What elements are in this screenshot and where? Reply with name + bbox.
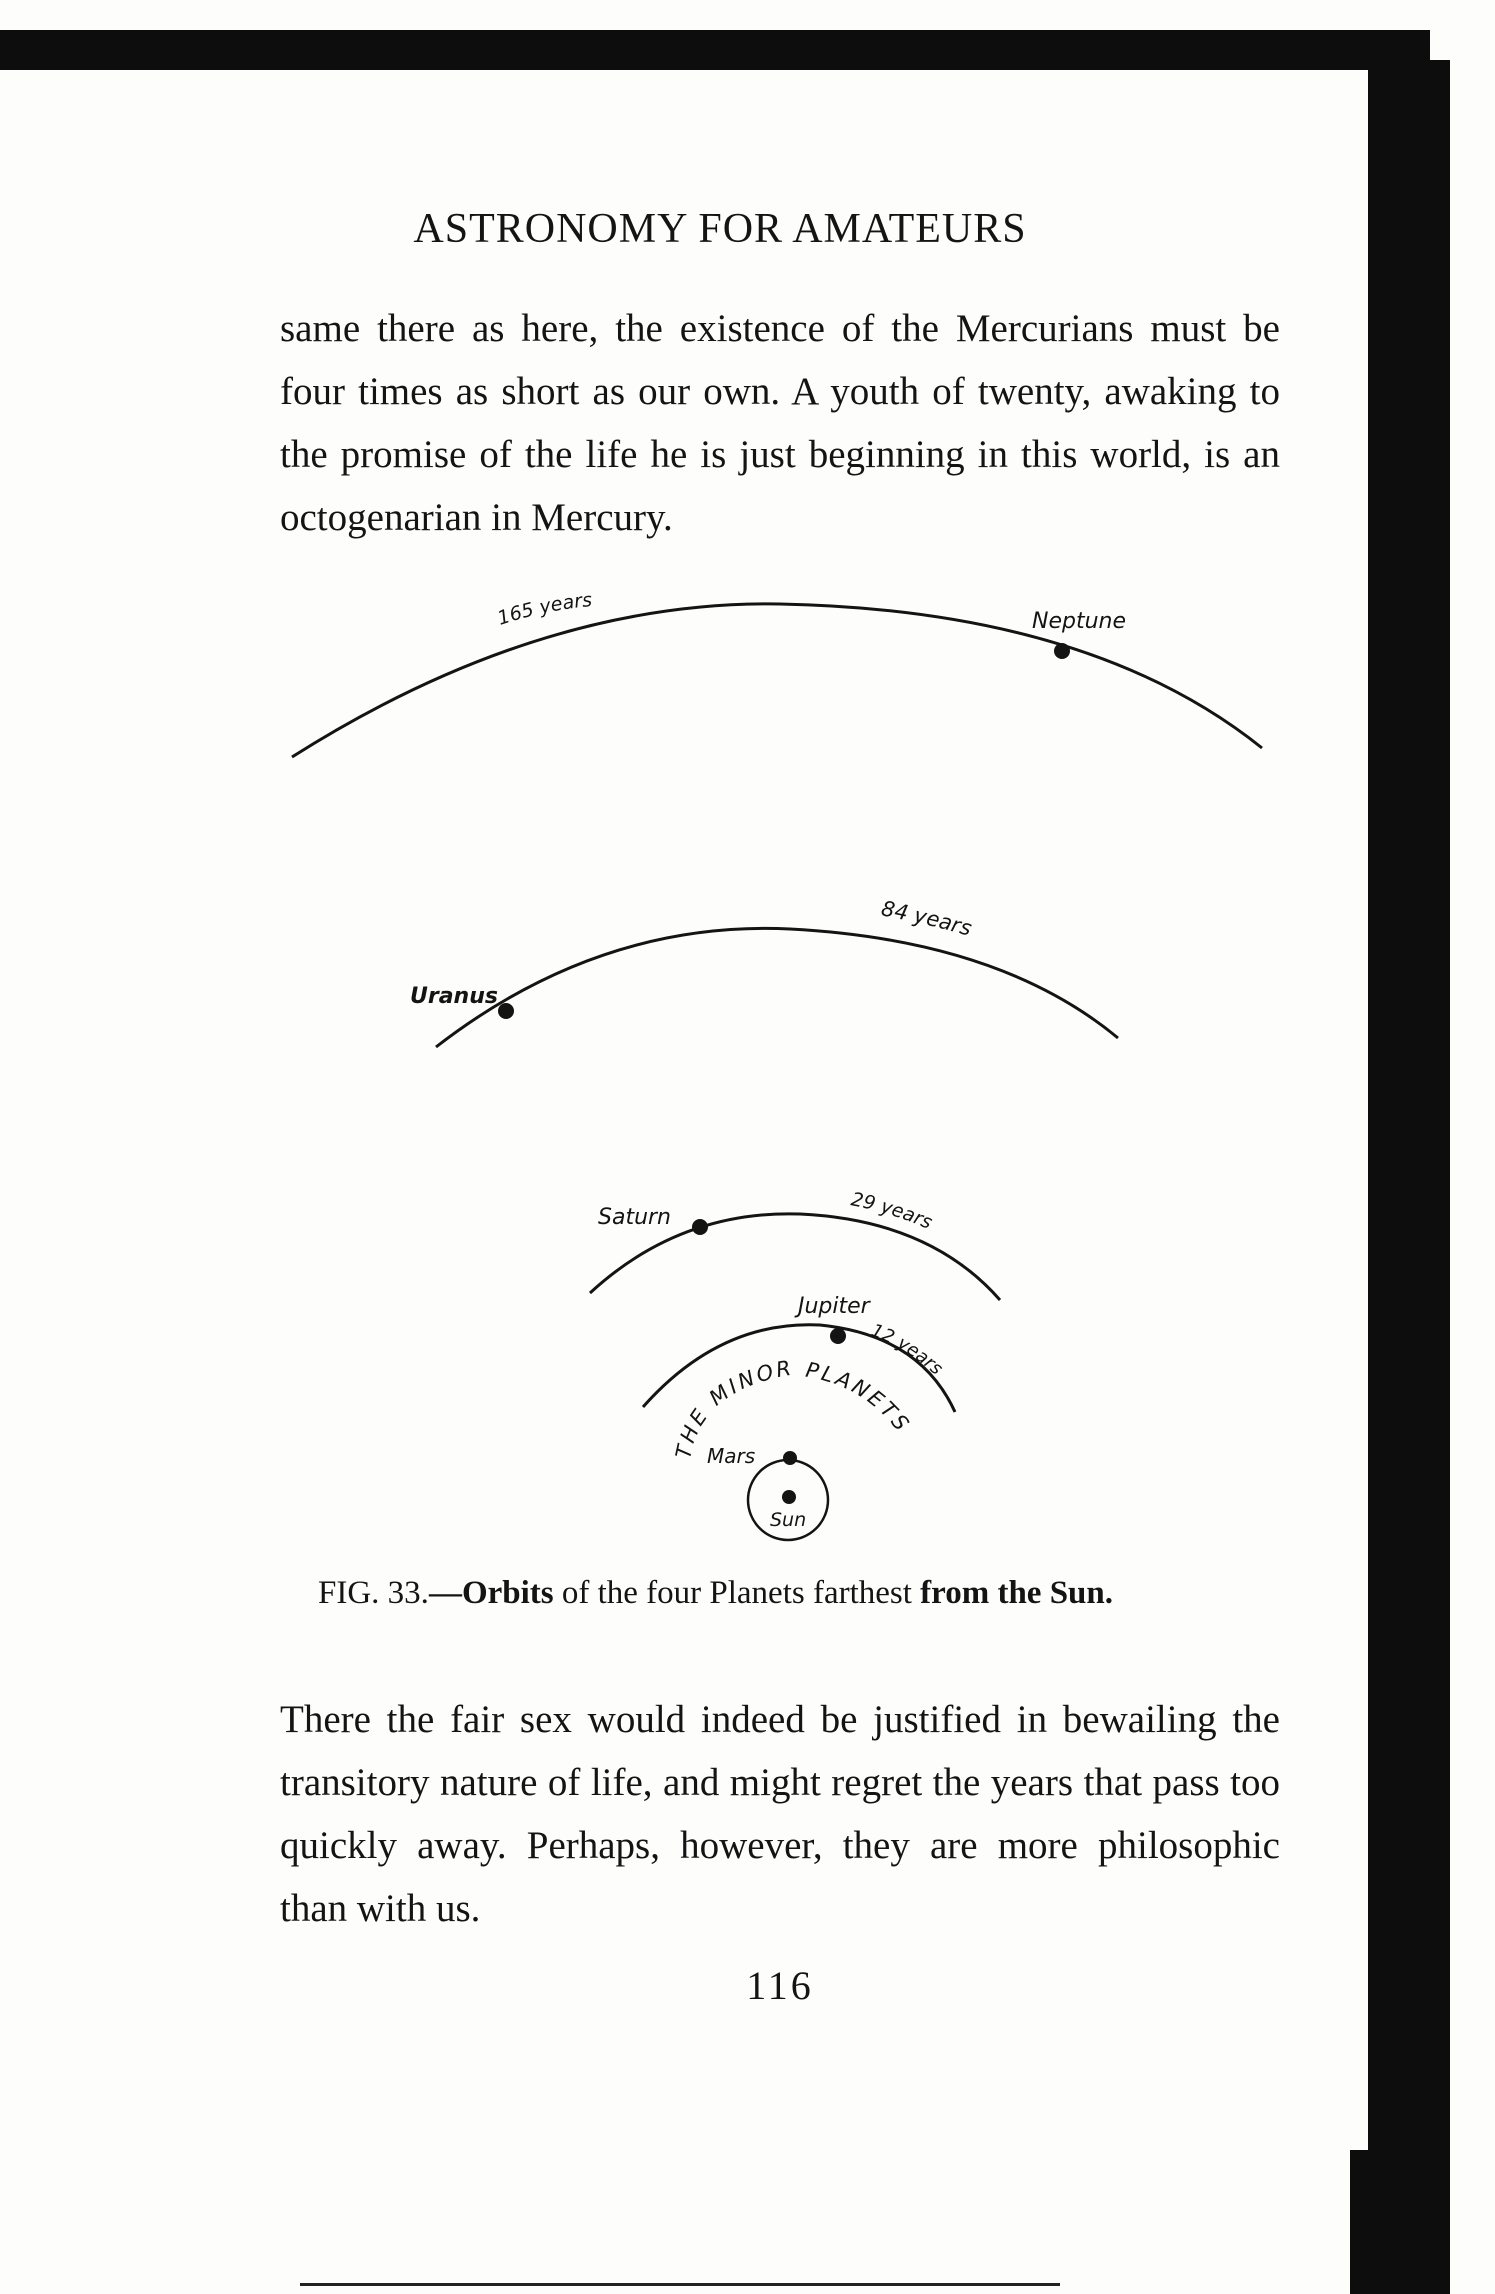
sun-dot [782, 1490, 796, 1504]
caption-fig-label: FIG. 33. [318, 1575, 429, 1611]
jupiter-dot [830, 1328, 846, 1344]
neptune-dot [1054, 643, 1070, 659]
running-head: ASTRONOMY FOR AMATEURS [413, 206, 1027, 252]
saturn-dot [692, 1219, 708, 1235]
scan-border-notch [1350, 2150, 1380, 2294]
saturn-period: 29 years [849, 1188, 936, 1234]
sun-label: Sun [770, 1509, 807, 1531]
uranus-orbit [436, 928, 1118, 1047]
paragraph-1: same there as here, the existence of the Mercurians must be four times as short as our own. A youth of twenty, awaking to the promise of the life he is just beginning in this world, is an octogenarian in Mercury. [280, 307, 1280, 539]
uranus-dot [498, 1003, 514, 1019]
neptune-label: Neptune [1032, 609, 1127, 634]
figure-caption [318, 1575, 1258, 1612]
saturn-label: Saturn [598, 1205, 672, 1230]
caption-end: from the Sun. [920, 1575, 1113, 1611]
mars-dot [783, 1451, 797, 1465]
neptune-period: 165 years [494, 589, 593, 630]
caption-text: of the four Planets farthest [553, 1575, 921, 1611]
jupiter-label: Jupiter [798, 1294, 870, 1319]
page-number: 116 [746, 1963, 814, 2008]
uranus-period: 84 years [879, 896, 975, 941]
jupiter-period: 12 years [868, 1319, 947, 1380]
scan-bottom-rule [300, 2283, 1060, 2286]
minor-planets-label: THE MINOR PLANETS [671, 1355, 916, 1461]
mars-label: Mars [707, 1444, 756, 1468]
uranus-label: Uranus [410, 984, 498, 1009]
paragraph-2: There the fair sex would indeed be justified in bewailing the transitory nature of life, and might regret the years that pass too quickly away. Perhaps, however, they are more philosophic than with us. [280, 1698, 1280, 1930]
caption-bold-text: Orbits [461, 1575, 554, 1611]
caption-dash: — [428, 1575, 462, 1611]
